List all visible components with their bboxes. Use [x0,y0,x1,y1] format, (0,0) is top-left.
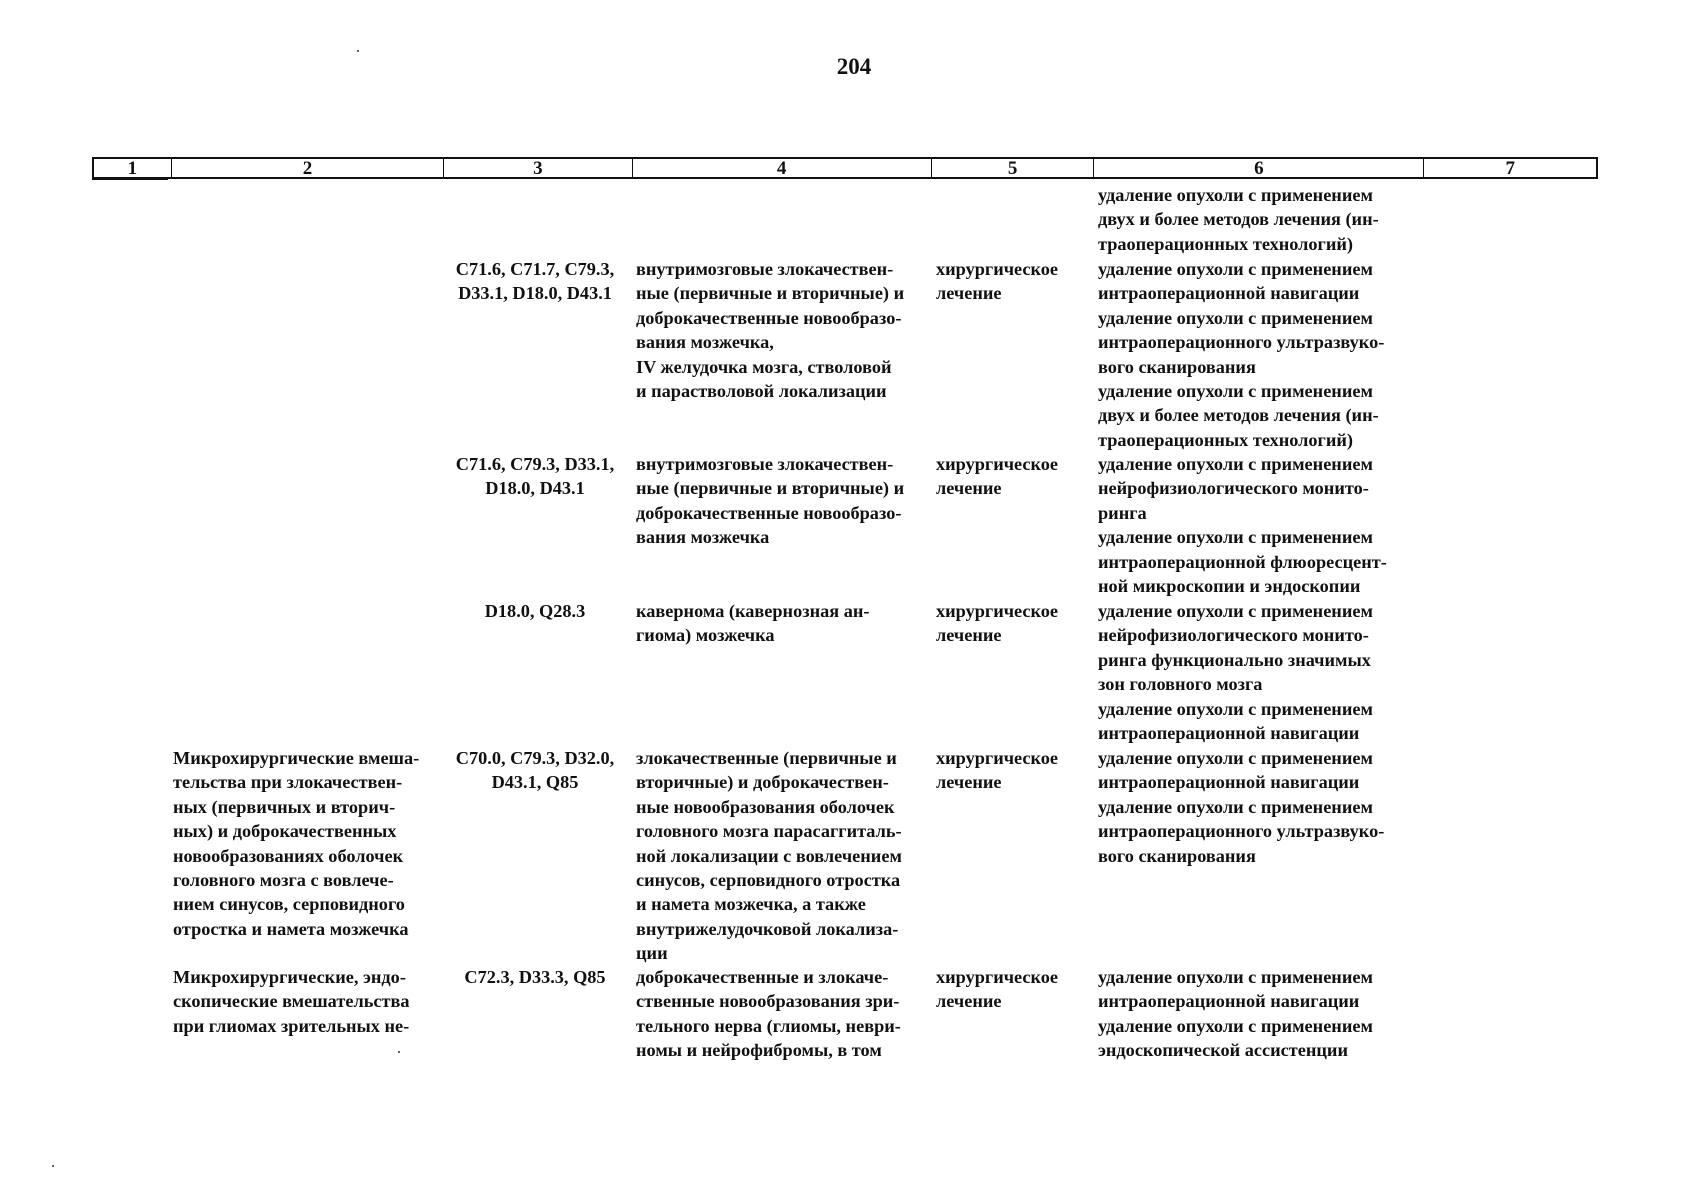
header-col-2: 2 [172,159,444,177]
header-col-1: 1 [94,159,172,177]
header-col-4: 4 [633,159,932,177]
row-2-treatment: хирургическое лечение [936,454,1059,499]
row-5-treatment: хирургическое лечение [936,967,1059,1012]
row-2-methods: удаление опухоли с применением нейрофизиологического монито- ринга удаление опухоли с применением интраоперационной флюоресцент- ной микроскопии и эндоскопии [1098,454,1387,597]
row-4-diagnosis: злокачественные (первичные и вторичные) и доброкачествен- ные новообразования оболочек головного мозга парасаггиталь- ной локализации с вовлечением синусов, серповидного отростка и намета мозжечка, а также внутрижелудочковой локализа- ции [636,748,902,964]
row-5-intervention: Микрохирургические, эндо- скопические вмешательства при глиомах зрительных не- [173,967,410,1036]
row-4-icd-codes: C70.0, C79.3, D32.0, D43.1, Q85 [455,748,615,793]
row-3-methods: удаление опухоли с применением нейрофизиологического монито- ринга функционально значимых зон головного мозга удаление опухоли с применением интраоперационной навигации [1098,601,1373,744]
page-number: 204 [836,54,872,79]
row-4-intervention: Микрохирургические вмеша- тельства при злокачествен- ных (первичных и вторич- ных) и доброкачественных новообразованиях оболочек головного мозга с вовлече- нием синусов, серповидного отростка и намета мозжечка [173,748,420,939]
row-1-methods: удаление опухоли с применением интраоперационной навигации удаление опухоли с применением интраоперационного ультразвуко- вого сканирования удаление опухоли с применением двух и более методов лечения (ин- траоперационных технологий) [1098,259,1385,450]
row-5-methods: удаление опухоли с применением интраоперационной навигации удаление опухоли с применением эндоскопической ассистенции [1098,967,1373,1061]
row-3-diagnosis: кавернома (кавернозная ан- гиома) мозжечка [636,601,870,646]
row-3-icd-codes: D18.0, Q28.3 [484,601,586,621]
scan-speck [52,1165,54,1167]
row-0-methods: удаление опухоли с применением двух и более методов лечения (ин- траоперационных технологий) [1098,185,1379,254]
row-1-treatment: хирургическое лечение [936,259,1059,304]
row-2-icd-codes: C71.6, C79.3, D33.1, D18.0, D43.1 [455,454,615,499]
header-col-7: 7 [1505,158,1515,179]
row-4-methods: удаление опухоли с применением интраоперационной навигации удаление опухоли с применением интраоперационного ультразвуко- вого сканирования [1098,748,1385,866]
row-1-icd-codes: C71.6, C71.7, C79.3, D33.1, D18.0, D43.1 [455,259,615,304]
table-header-row [92,157,1598,179]
header-underline [92,179,168,180]
row-5-icd-codes: C72.3, D33.3, Q85 [464,967,606,987]
row-2-diagnosis: внутримозговые злокачествен- ные (первичные и вторичные) и доброкачественные новообразо- вания мозжечка [636,454,905,548]
scan-speck [398,1051,400,1053]
header-col-3: 3 [444,159,633,177]
row-4-treatment: хирургическое лечение [936,748,1059,793]
header-col-6: 6 [1094,159,1424,177]
row-1-diagnosis: внутримозговые злокачествен- ные (первичные и вторичные) и доброкачественные новообразо- вания мозжечка, IV желудочка мозга, стволовой и парастволовой локализации [636,259,905,402]
row-3-treatment: хирургическое лечение [936,601,1059,646]
row-5-diagnosis: доброкачественные и злокаче- ственные новообразования зри- тельного нерва (глиомы, неври- номы и нейрофибромы, в том [636,967,901,1061]
scan-speck [357,50,359,52]
header-col-5: 5 [932,159,1095,177]
